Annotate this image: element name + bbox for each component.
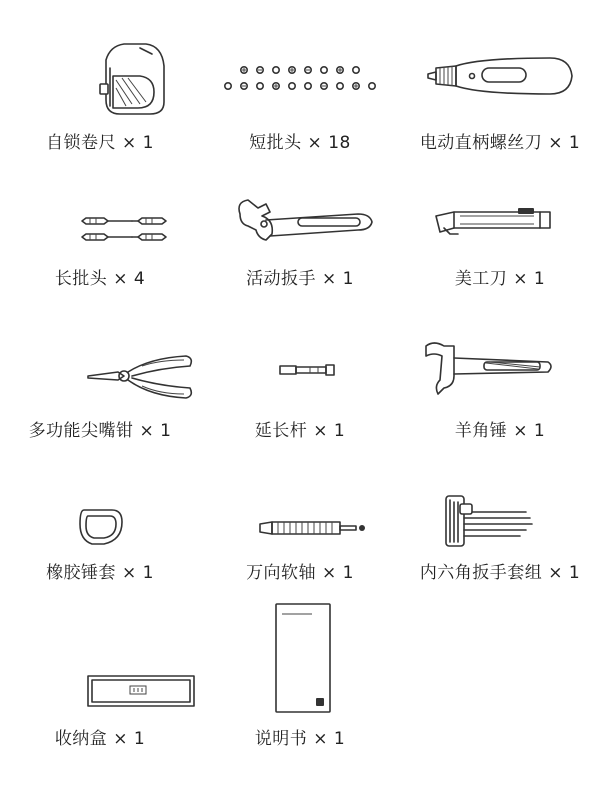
item-label: 说明书 × 1 [254,729,346,749]
item-label: 长批头 × 4 [54,269,146,289]
item-electric-screwdriver [400,0,600,160]
utility-knife-icon [400,198,600,248]
item-label: 延长杆 × 1 [254,421,346,441]
item-label: 自锁卷尺 × 1 [46,133,154,153]
manual-booklet-icon [200,602,400,714]
item-claw-hammer [400,330,600,450]
claw-hammer-icon [400,336,600,400]
rubber-hammer-cover-icon [0,500,200,550]
extension-rod-icon [200,354,400,384]
tape-measure-icon [0,28,200,118]
item-adjustable-wrench [200,180,400,300]
item-short-bits [200,0,400,160]
item-hex-key-set [400,490,600,600]
adjustable-wrench-icon [200,190,400,260]
needle-nose-pliers-icon [0,344,200,410]
hex-key-set-icon [400,490,600,550]
item-label: 活动扳手 × 1 [246,269,354,289]
item-label: 内六角扳手套组 × 1 [419,563,581,583]
item-flexible-shaft [200,490,400,600]
item-label: 收纳盒 × 1 [54,729,146,749]
item-storage-box [0,600,200,760]
item-label: 羊角锤 × 1 [454,421,546,441]
item-label: 橡胶锤套 × 1 [46,563,154,583]
item-label: 短批头 × 18 [249,133,351,153]
item-label: 电动直柄螺丝刀 × 1 [419,133,581,153]
storage-box-icon [0,666,200,716]
item-long-bits [0,180,200,300]
item-label: 美工刀 × 1 [454,269,546,289]
item-label: 多功能尖嘴钳 × 1 [28,421,172,441]
electric-screwdriver-icon [400,28,600,118]
item-utility-knife [400,180,600,300]
item-needle-nose-pliers [0,330,200,450]
flexible-shaft-icon [200,508,400,548]
item-label: 万向软轴 × 1 [246,563,354,583]
long-bits-icon [0,198,200,258]
item-rubber-hammer-cover [0,490,200,600]
item-extension-rod [200,330,400,450]
item-tape-measure [0,0,200,160]
item-manual-booklet [200,600,400,760]
short-bits-icon [200,28,400,118]
